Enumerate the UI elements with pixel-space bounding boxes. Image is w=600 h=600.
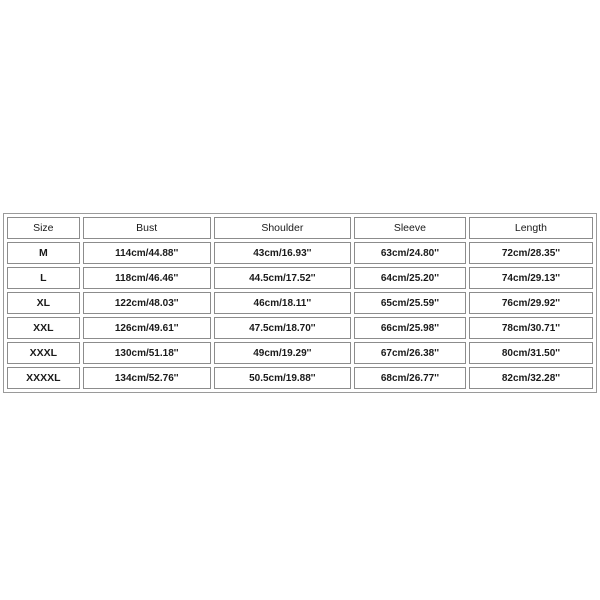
size-cell: XXXXL xyxy=(7,367,80,389)
shoulder-cell: 44.5cm/17.52'' xyxy=(214,267,351,289)
header-shoulder: Shoulder xyxy=(214,217,351,239)
shoulder-cell: 47.5cm/18.70'' xyxy=(214,317,351,339)
bust-cell: 134cm/52.76'' xyxy=(83,367,211,389)
header-length: Length xyxy=(469,217,593,239)
bust-cell: 130cm/51.18'' xyxy=(83,342,211,364)
sleeve-cell: 65cm/25.59'' xyxy=(354,292,466,314)
table-row xyxy=(7,267,593,289)
length-cell: 82cm/32.28'' xyxy=(469,367,593,389)
header-sleeve: Sleeve xyxy=(354,217,466,239)
bust-cell: 122cm/48.03'' xyxy=(83,292,211,314)
shoulder-cell: 49cm/19.29'' xyxy=(214,342,351,364)
table-row xyxy=(7,342,593,364)
header-bust: Bust xyxy=(83,217,211,239)
sleeve-cell: 64cm/25.20'' xyxy=(354,267,466,289)
bust-cell: 114cm/44.88'' xyxy=(83,242,211,264)
bust-cell: 126cm/49.61'' xyxy=(83,317,211,339)
size-cell: L xyxy=(7,267,80,289)
sleeve-cell: 68cm/26.77'' xyxy=(354,367,466,389)
sleeve-cell: 66cm/25.98'' xyxy=(354,317,466,339)
shoulder-cell: 46cm/18.11'' xyxy=(214,292,351,314)
size-chart-table xyxy=(3,213,597,393)
size-cell: XXXL xyxy=(7,342,80,364)
table-row xyxy=(7,367,593,389)
length-cell: 76cm/29.92'' xyxy=(469,292,593,314)
length-cell: 78cm/30.71'' xyxy=(469,317,593,339)
header-size: Size xyxy=(7,217,80,239)
table-row xyxy=(7,242,593,264)
shoulder-cell: 50.5cm/19.88'' xyxy=(214,367,351,389)
sleeve-cell: 63cm/24.80'' xyxy=(354,242,466,264)
sleeve-cell: 67cm/26.38'' xyxy=(354,342,466,364)
length-cell: 80cm/31.50'' xyxy=(469,342,593,364)
length-cell: 74cm/29.13'' xyxy=(469,267,593,289)
length-cell: 72cm/28.35'' xyxy=(469,242,593,264)
size-cell: XL xyxy=(7,292,80,314)
bust-cell: 118cm/46.46'' xyxy=(83,267,211,289)
size-cell: XXL xyxy=(7,317,80,339)
table-row xyxy=(7,317,593,339)
shoulder-cell: 43cm/16.93'' xyxy=(214,242,351,264)
table-header-row xyxy=(7,217,593,239)
size-cell: M xyxy=(7,242,80,264)
table-row xyxy=(7,292,593,314)
